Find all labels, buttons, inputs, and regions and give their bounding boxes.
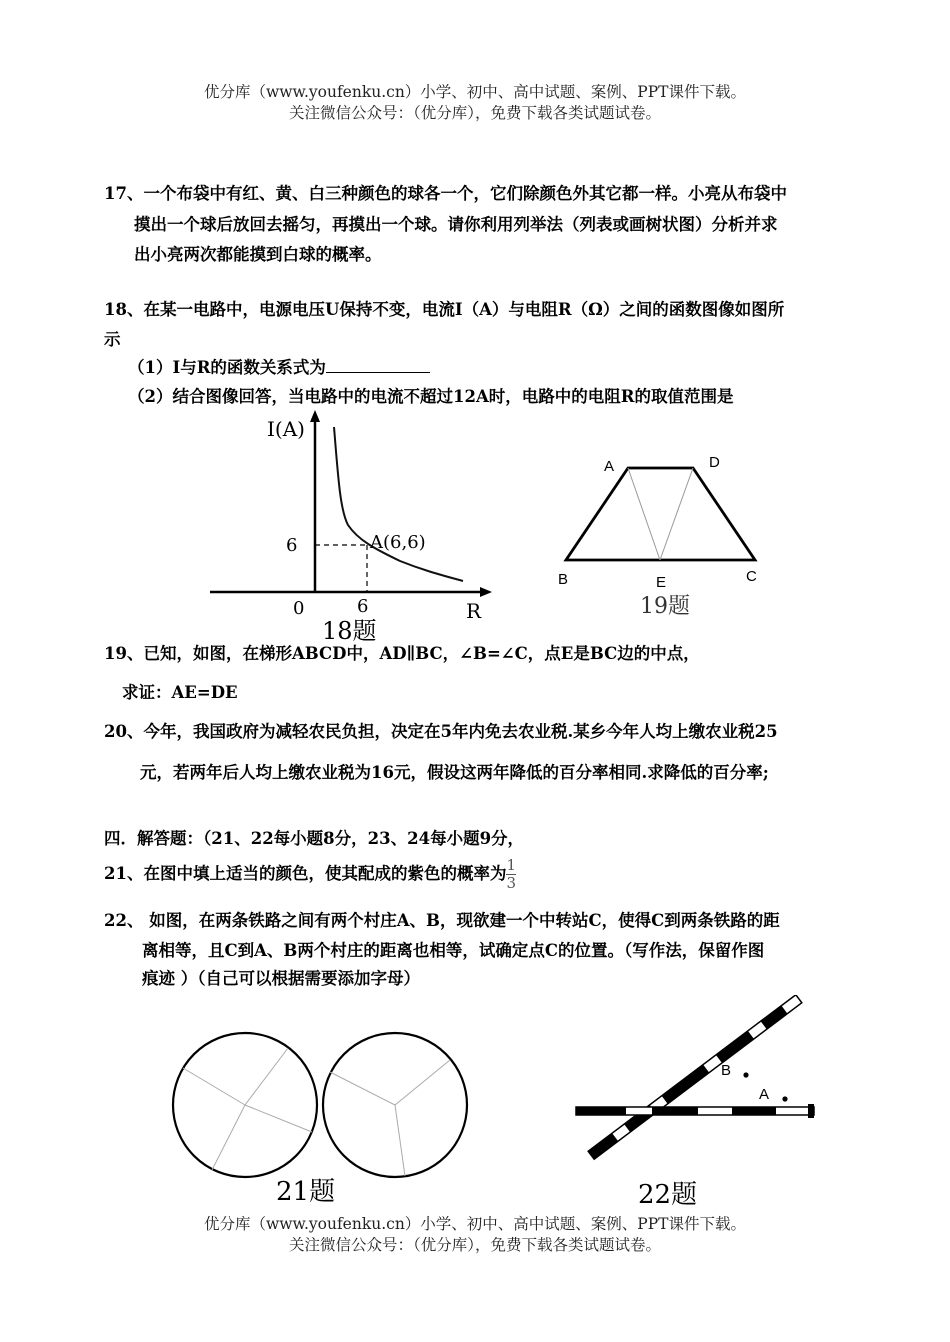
- q21-line: [104, 857, 516, 892]
- x-axis-label: R: [466, 599, 482, 623]
- trapezoid-abcd: [566, 468, 755, 560]
- q18-line-2: 示: [104, 330, 121, 349]
- header-line-2: 关注微信公众号：（优分库），免费下载各类试题试卷。: [288, 104, 661, 122]
- figure-19-caption: 19题: [640, 594, 690, 619]
- village-a-point: [782, 1096, 787, 1101]
- y-axis-label: I(A): [267, 417, 305, 441]
- vertex-b-label: B: [558, 571, 569, 588]
- vertex-a-label: A: [604, 458, 615, 475]
- y-axis-arrow-icon: [310, 410, 320, 422]
- q18-sub-1: [128, 354, 430, 378]
- spinner-right-divider: [395, 1105, 405, 1176]
- hyperbola-curve: [334, 427, 463, 581]
- x-axis-arrow-icon: [480, 587, 492, 597]
- footer-line-1: 优分库（www.youfenku.cn）小学、初中、高中试题、案例、PPT课件下载。: [203, 1215, 747, 1233]
- spinner-left-divider: [183, 1068, 245, 1105]
- spinner-right-divider: [330, 1072, 395, 1105]
- q22-line-3: 痕迹 ）（自己可以根据需要添加字母）: [142, 969, 420, 988]
- railway-diagonal: [588, 995, 802, 1159]
- segment-ae: [628, 468, 660, 560]
- x-tick-label: 6: [357, 596, 369, 617]
- q18-line-1: 18、在某一电路中，电源电压U保持不变，电流I（A）与电阻R（Ω）之间的函数图像如图所: [104, 300, 785, 319]
- fraction-numerator: 1: [506, 856, 517, 874]
- q19-line-1: 19、已知，如图，在梯形ABCD中，AD∥BC，∠B=∠C，点E是BC边的中点，: [104, 644, 700, 663]
- origin-label: 0: [293, 598, 305, 619]
- figure-21-caption: 21题: [276, 1177, 336, 1207]
- q22-line-1: 22、 如图，在两条铁路之间有两个村庄A、B，现欲建一个中转站C，使得C到两条铁路的距: [104, 911, 780, 930]
- vertex-c-label: C: [746, 568, 757, 585]
- figure-22-railways: [570, 995, 830, 1210]
- segment-de: [660, 468, 693, 560]
- q17-line-3: 出小亮两次都能摸到白球的概率。: [134, 245, 382, 264]
- header-line-1: 优分库（www.youfenku.cn）小学、初中、高中试题、案例、PPT课件下载。: [203, 83, 747, 101]
- fraction-one-third: [506, 857, 516, 892]
- q18-sub-2: （2）结合图像回答，当电路中的电流不超过12A时，电路中的电阻R的取值范围是: [128, 387, 734, 406]
- footer-line-2: 关注微信公众号：（优分库），免费下载各类试题试卷。: [288, 1236, 661, 1254]
- point-a-label: A(6,6): [370, 532, 426, 553]
- spinner-left-divider: [245, 1105, 312, 1132]
- vertex-e-label: E: [656, 574, 667, 591]
- section-4-title: 四．解答题：（21、22每小题8分，23、24每小题9分，: [104, 829, 525, 848]
- q17-line-1: 17、一个布袋中有红、黄、白三种颜色的球各一个，它们除颜色外其它都一样。小亮从布袋中: [104, 184, 787, 203]
- figure-19-trapezoid: [548, 450, 778, 625]
- q20-line-2: 元，若两年后人均上缴农业税为16元，假设这两年降低的百分率相同.求降低的百分率;: [140, 763, 769, 782]
- figure-18-graph: [200, 405, 500, 645]
- q17-line-2: 摸出一个球后放回去摇匀，再摸出一个球。请你利用列举法（列表或画树状图）分析并求: [134, 215, 778, 234]
- village-b-point: [743, 1072, 748, 1077]
- figure-18-caption: 18题: [322, 617, 377, 645]
- vertex-d-label: D: [709, 454, 720, 471]
- village-b-label: B: [721, 1062, 732, 1079]
- q19-line-2: 求证：AE=DE: [122, 683, 238, 702]
- answer-blank: [326, 358, 430, 373]
- village-a-label: A: [759, 1086, 770, 1103]
- q21-text: 21、在图中填上适当的颜色，使其配成的紫色的概率为: [104, 864, 507, 883]
- q22-line-2: 离相等，且C到A、B两个村庄的距离也相等，试确定点C的位置。（写作法，保留作图: [142, 941, 765, 960]
- y-tick-label: 6: [286, 535, 298, 556]
- q20-line-1: 20、今年，我国政府为减轻农民负担，决定在5年内免去农业税.某乡今年人均上缴农业税25: [104, 722, 778, 741]
- figure-22-caption: 22题: [638, 1180, 698, 1210]
- spinner-right-divider: [395, 1060, 450, 1105]
- spinner-left-divider: [212, 1105, 245, 1170]
- q18-sub-1-text: （1）I与R的函数关系式为: [128, 358, 326, 377]
- figure-21-spinners: [170, 1030, 475, 1210]
- spinner-left-divider: [245, 1048, 288, 1105]
- fraction-denominator: 3: [506, 874, 517, 892]
- railway-horizontal: [576, 1104, 814, 1118]
